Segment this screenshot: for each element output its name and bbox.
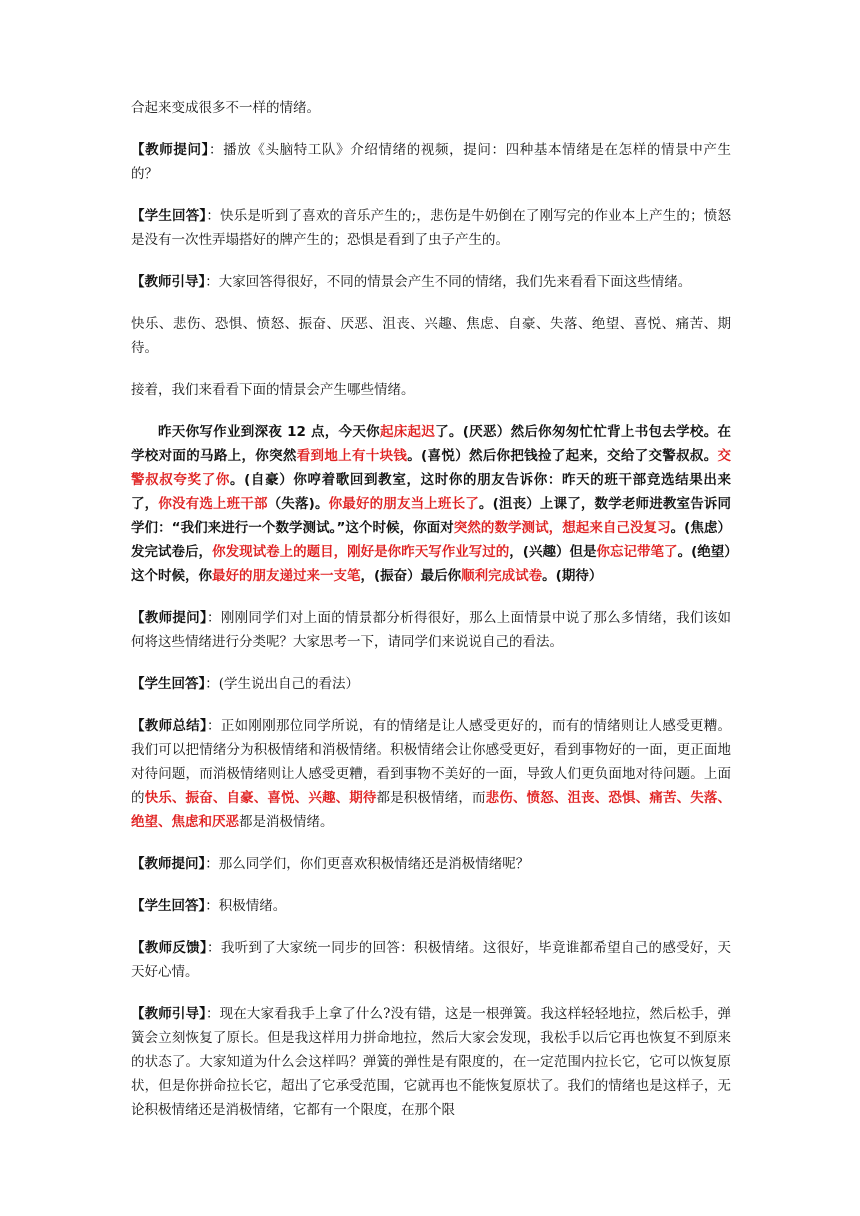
positive-emotions: 快乐、振奋、自豪、喜悦、兴趣、期待 xyxy=(144,790,377,806)
speaker-tag: 【学生回答】 xyxy=(131,898,206,914)
story-highlight: 你忘记带笔了 xyxy=(596,544,678,560)
paragraph-text: ：正如刚刚那位同学所说，有的情绪是让人感受更好的，而有的情绪则让人感受更糟。我们可以把情绪分为积极情绪和消极情绪。积极情绪会让你感受更好，看到事物好的一面，更正面地对待问题，而消极情绪则让人感受更糟，看到事物不美好的一面，导致人们更负面地对待问题。上面的 xyxy=(131,718,732,806)
speaker-tag: 【教师提问】 xyxy=(131,856,206,872)
paragraph-text: ：我听到了大家统一同步的回答：积极情绪。这很好，毕竟谁都希望自己的感受好，天天好心情。 xyxy=(131,940,732,980)
negative-emotions: 悲伤、愤怒、沮丧、恐惧、痛苦、失落、绝望、焦虑和厌恶 xyxy=(131,790,732,830)
paragraph-text: ：现在大家看我手上拿了什么?没有错，这是一根弹簧。我这样轻轻地拉，然后松手，弹簧会立刻恢复了原长。但是我这样用力拼命地拉，然后大家会发现，我松手以后它再也恢复不到原来的状态了。大家知道为什么会这样吗？弹簧的弹性是有限度的，在一定范围内拉长它，它可以恢复原状，但是你拼命拉长它，超出了它承受范围，它就再也不能恢复原状了。我们的情绪也是这样子，无论积极情绪还是消极情绪，它都有一个限度，在那个限 xyxy=(131,1006,731,1118)
story-text: 昨天你写作业到深夜 12 点，今天你 xyxy=(158,424,380,440)
paragraph-text: 合起来变成很多不一样的情绪。 xyxy=(131,100,320,116)
emotion-list xyxy=(131,312,731,360)
teacher-guide-1 xyxy=(131,270,731,294)
speaker-tag: 【学生回答】 xyxy=(131,208,207,224)
speaker-tag: 【教师提问】 xyxy=(131,142,209,158)
paragraph-text: 都是消极情绪。 xyxy=(239,814,334,830)
story-highlight: 你没有选上班干部 xyxy=(158,496,268,512)
student-answer-1 xyxy=(131,204,731,252)
student-answer-2 xyxy=(131,672,731,696)
story-text: 。(绝望）这个时候，你 xyxy=(131,544,732,584)
speaker-tag: 【教师引导】 xyxy=(131,274,206,290)
teacher-guide-2 xyxy=(131,1002,731,1122)
paragraph-text: ：刚刚同学们对上面的情景都分析得很好，那么上面情景中说了那么多情绪，我们该如何将这些情绪进行分类呢？大家思考一下，请同学们来说说自己的看法。 xyxy=(131,610,732,650)
paragraph-text: ：播放《头脑特工队》介绍情绪的视频，提问：四种基本情绪是在怎样的情景中产生的？ xyxy=(131,142,731,182)
story-highlight: 你发现试卷上的题目，刚好是你昨天写作业写过的 xyxy=(212,544,510,560)
scenario-intro xyxy=(131,378,731,402)
story-text: ，(兴趣）但是 xyxy=(509,544,597,560)
story-text: 。(沮丧）上课了，数学老师进教室告诉同学们：“我们来进行一个数学测试。”这个时候，你面对 xyxy=(131,496,732,536)
paragraph-text: ：大家回答得很好，不同的情景会产生不同的情绪，我们先来看看下面这些情绪。 xyxy=(205,274,692,290)
paragraph-text: ：积极情绪。 xyxy=(205,898,287,914)
story-text: 。(喜悦）然后你把钱捡了起来，交给了交警叔叔。 xyxy=(407,448,718,464)
teacher-summary xyxy=(131,714,731,834)
story-text: ，(振奋）最后你 xyxy=(360,568,462,584)
story-text: （失落)。 xyxy=(267,496,329,512)
scenario-story xyxy=(131,420,731,588)
paragraph-text: ：快乐是听到了喜欢的音乐产生的;，悲伤是牛奶倒在了刚写完的作业本上产生的；愤怒是没有一次性弄塌搭好的牌产生的；恐惧是看到了虫子产生的。 xyxy=(131,208,731,248)
story-highlight: 突然的数学测试，想起来自己没复习 xyxy=(453,520,671,536)
paragraph-text: ：(学生说出自己的看法） xyxy=(205,676,360,692)
story-highlight: 最好的朋友递过来一支笔 xyxy=(212,568,361,584)
speaker-tag: 【教师总结】 xyxy=(131,718,208,734)
speaker-tag: 【教师提问】 xyxy=(131,610,208,626)
speaker-tag: 【教师反馈】 xyxy=(131,940,208,956)
teacher-question-2 xyxy=(131,606,731,654)
teacher-question-3 xyxy=(131,852,731,876)
speaker-tag: 【教师引导】 xyxy=(131,1006,206,1022)
story-highlight: 交警叔叔夸奖了你 xyxy=(131,448,732,488)
student-answer-3 xyxy=(131,894,731,918)
story-text: 。(期待） xyxy=(542,568,603,584)
story-text: 。(焦虑）发完试卷后， xyxy=(131,520,732,560)
story-highlight: 起床起迟 xyxy=(379,424,436,440)
story-highlight: 顺利完成试卷 xyxy=(461,568,543,584)
paragraph-text: ：那么同学们，你们更喜欢积极情绪还是消极情绪呢？ xyxy=(205,856,530,872)
story-highlight: 你最好的朋友当上班长了 xyxy=(328,496,479,512)
paragraph-text: 快乐、悲伤、恐惧、愤怒、振奋、厌恶、沮丧、兴趣、焦虑、自豪、失落、绝望、喜悦、痛苦、期待。 xyxy=(131,316,731,356)
paragraph-intro xyxy=(131,96,731,120)
paragraph-text: 都是积极情绪，而 xyxy=(376,790,486,806)
document-page xyxy=(131,96,731,1140)
speaker-tag: 【学生回答】 xyxy=(131,676,206,692)
story-highlight: 看到地上有十块钱 xyxy=(296,448,408,464)
story-text: 。(自豪）你哼着歌回到教室，这时你的朋友告诉你：昨天的班干部竞选结果出来了， xyxy=(131,472,732,512)
teacher-question-1 xyxy=(131,138,731,186)
story-text: 了。(厌恶）然后你匆匆忙忙背上书包去学校。在学校对面的马路上，你突然 xyxy=(131,424,732,464)
teacher-feedback xyxy=(131,936,731,984)
paragraph-text: 接着，我们来看看下面的情景会产生哪些情绪。 xyxy=(131,382,415,398)
